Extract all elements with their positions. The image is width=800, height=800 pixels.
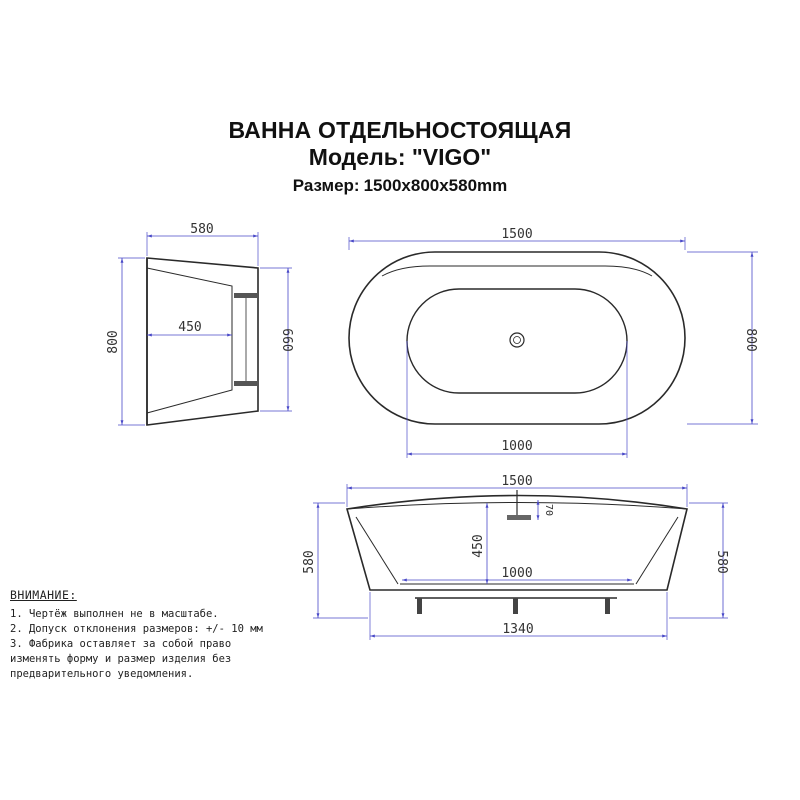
side-view-outline bbox=[147, 258, 258, 425]
drain-icon bbox=[510, 333, 524, 347]
side-dim-inner-width: 450 bbox=[178, 320, 202, 335]
top-view bbox=[349, 227, 758, 458]
front-dim-height-left: 580 bbox=[302, 550, 317, 574]
side-view-leg-top bbox=[234, 293, 258, 298]
front-dim-drain: 70 bbox=[543, 503, 554, 517]
top-view-back-rim bbox=[382, 266, 652, 276]
front-view-leg-mid bbox=[513, 598, 518, 614]
front-view-leg-right bbox=[605, 598, 610, 614]
drawing-title: ВАННА ОТДЕЛЬНОСТОЯЩАЯ bbox=[228, 117, 572, 143]
notes-line: 3. Фабрика оставляет за собой право bbox=[10, 638, 232, 650]
front-view-leg-left bbox=[417, 598, 422, 614]
side-dim-width: 580 bbox=[190, 222, 214, 237]
front-view-inner-left bbox=[356, 517, 398, 584]
side-view-leg-bottom bbox=[234, 381, 258, 386]
top-dim-width: 800 bbox=[743, 328, 758, 352]
notes-line: 1. Чертёж выполнен не в масштабе. bbox=[10, 608, 219, 620]
front-dim-inner-length: 1000 bbox=[501, 566, 533, 581]
model-name: Модель: "VIGO" bbox=[308, 144, 492, 170]
front-dim-inner-depth: 450 bbox=[471, 534, 486, 558]
notes-line: предварительного уведомления. bbox=[10, 668, 194, 680]
front-dim-length: 1500 bbox=[501, 474, 533, 489]
front-view-drain-fitting bbox=[507, 515, 531, 520]
side-view-inner-wall bbox=[147, 268, 232, 413]
side-dim-inner-height: 660 bbox=[279, 328, 294, 352]
front-view bbox=[302, 474, 729, 640]
notes-line: 2. Допуск отклонения размеров: +/- 10 мм bbox=[10, 623, 263, 635]
top-view-outer-rim bbox=[349, 252, 685, 424]
front-dim-base-length: 1340 bbox=[502, 622, 534, 637]
notes-heading: ВНИМАНИЕ: bbox=[10, 588, 77, 602]
top-view-inner-basin bbox=[407, 289, 627, 393]
size-value: 1500x800x580mm bbox=[363, 176, 508, 195]
side-view bbox=[106, 222, 294, 425]
top-dim-length: 1500 bbox=[501, 227, 533, 242]
side-dim-height: 800 bbox=[106, 330, 121, 354]
notes-block bbox=[10, 588, 263, 682]
front-dim-height-right: 580 bbox=[714, 550, 729, 574]
size-label: Размер: bbox=[292, 176, 360, 195]
top-dim-inner-length: 1000 bbox=[501, 439, 533, 454]
notes-line: изменять форму и размер изделия без bbox=[10, 653, 232, 665]
